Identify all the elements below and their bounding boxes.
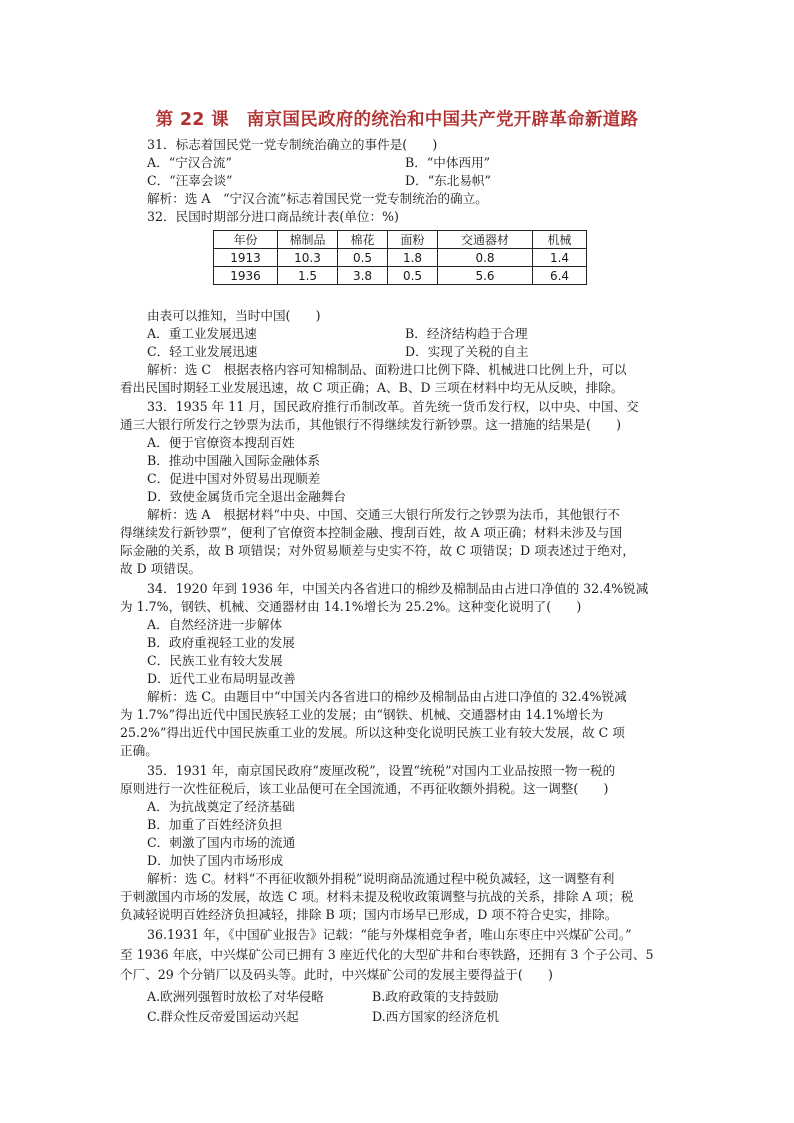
table-cell: 3.8 [338, 267, 388, 285]
q34-analysis-line: 解析：选 C。由题目中“中国关内各省进口的棉纱及棉制品由占进口净值的 32.4%锐减 [147, 689, 627, 704]
table-header-cell: 交通器材 [438, 231, 533, 249]
lesson-title: 第 22 课 南京国民政府的统治和中国共产党开辟革命新道路 [155, 110, 639, 130]
table-cell: 1.8 [388, 249, 438, 267]
table-cell: 1.5 [278, 267, 338, 285]
q32-lead: 由表可以推知，当时中国( ) [147, 308, 321, 323]
table-header-cell: 机械 [533, 231, 587, 249]
q34-option-b: B．政府重视轻工业的发展 [147, 635, 295, 650]
q35-option-a: A．为抗战奠定了经济基础 [147, 799, 295, 814]
q33-analysis-line: 际金融的关系，故 B 项错误；对外贸易顺差与史实不符，故 C 项错误；D 项表述过于绝对， [120, 543, 635, 558]
q36-stem-line: 至 1936 年底，中兴煤矿公司已拥有 3 座近代化的大型矿井和台枣铁路，还拥有 3 个子公司、5 [120, 947, 654, 962]
table-cell: 5.6 [438, 267, 533, 285]
q33-analysis-line: 解析：选 A 根据材料“中央、中国、交通三大银行所发行之钞票为法币，其他银行不 [147, 507, 620, 522]
q33-option-b: B．推动中国融入国际金融体系 [147, 453, 320, 468]
q32-option-d: D．实现了关税的自主 [405, 344, 529, 359]
q35-stem-line: 35．1931 年，南京国民政府“废厘改税”，设置“统税”对国内工业品按照一物一税的 [147, 763, 616, 778]
q35-option-c: C．刺激了国内市场的流通 [147, 835, 296, 850]
import-statistics-table [213, 230, 587, 285]
table-cell: 0.5 [338, 249, 388, 267]
q35-analysis-line: 负减轻说明百姓经济负担减轻，排除 B 项；国内市场早已形成，D 项不符合史实，排除。 [120, 907, 618, 922]
table-cell: 1.4 [533, 249, 587, 267]
table-cell: 10.3 [278, 249, 338, 267]
q34-option-a: A．自然经济进一步解体 [147, 617, 283, 632]
q31-option-c: C．“汪辜会谈” [147, 173, 233, 188]
q36-option-d: D.西方国家的经济危机 [372, 1009, 499, 1024]
table-cell: 1913 [214, 249, 278, 267]
q35-analysis-line: 于刺激国内市场的发展，故选 C 项。材料未提及税收政策调整与抗战的关系，排除 A 项；税 [120, 889, 634, 904]
q35-stem-line: 原则进行一次性征税后，该工业品便可在全国流通，不再征收额外捐税。这一调整( ) [120, 781, 609, 796]
table-header-row [214, 231, 587, 249]
q32-option-a: A．重工业发展迅速 [147, 326, 257, 341]
table-cell: 6.4 [533, 267, 587, 285]
table-header-cell: 棉花 [338, 231, 388, 249]
table-header-cell: 年份 [214, 231, 278, 249]
q31-stem: 31．标志着国民党一党专制统治确立的事件是( ) [147, 137, 438, 152]
q31-option-b: B．“中体西用” [405, 155, 491, 170]
q34-option-d: D．近代工业布局明显改善 [147, 671, 296, 686]
q36-option-c: C.群众性反帝爱国运动兴起 [147, 1009, 299, 1024]
q33-option-c: C．促进中国对外贸易出现顺差 [147, 471, 321, 486]
q33-option-a: A．便于官僚资本搜刮百姓 [147, 435, 295, 450]
q33-option-d: D．致使金属货币完全退出金融舞台 [147, 489, 347, 504]
q36-option-a: A.欧洲列强暂时放松了对华侵略 [147, 989, 324, 1004]
q34-stem-line: 为 1.7%，钢铁、机械、交通器材由 14.1%增长为 25.2%。这种变化说明了( ) [120, 599, 582, 614]
q33-stem-line: 33．1935 年 11 月，国民政府推行币制改革。首先统一货币发行权，以中央、中国、交 [147, 399, 639, 414]
q34-analysis-line: 为 1.7%”得出近代中国民族轻工业的发展；由“钢铁、机械、交通器材由 14.1%增长为 [120, 707, 604, 722]
q32-analysis-line: 看出民国时期轻工业发展迅速，故 C 项正确；A、B、D 三项在材料中均无从反映，排除。 [120, 380, 624, 395]
q35-option-d: D．加快了国内市场形成 [147, 853, 284, 868]
q36-option-b: B.政府政策的支持鼓励 [372, 989, 499, 1004]
q36-stem-line: 个厂、29 个分销厂以及码头等。此时，中兴煤矿公司的发展主要得益于( ) [120, 967, 553, 982]
q33-stem-line: 通三大银行所发行之钞票为法币，其他银行不得继续发行新钞票。这一措施的结果是( ) [120, 417, 621, 432]
q34-analysis-line: 25.2%”得出近代中国民族重工业的发展。所以这种变化说明民族工业有较大发展，故 C 项 [120, 725, 625, 740]
q32-option-c: C．轻工业发展迅速 [147, 344, 258, 359]
q34-stem-line: 34．1920 年到 1936 年，中国关内各省进口的棉纱及棉制品由占进口净值的 32.4%锐减 [147, 581, 649, 596]
q35-option-b: B．加重了百姓经济负担 [147, 817, 283, 832]
q33-analysis-line: 故 D 项错误。 [120, 561, 202, 576]
q35-analysis-line: 解析：选 C。材料“不再征收额外捐税”说明商品流通过程中税负减轻，这一调整有利 [147, 871, 615, 886]
table-cell: 0.5 [388, 267, 438, 285]
table-cell: 0.8 [438, 249, 533, 267]
q36-stem-line: 36.1931 年，《中国矿业报告》记载：“能与外煤相竞争者，唯山东枣庄中兴煤矿公司。” [147, 927, 632, 942]
q31-analysis: 解析：选 A “宁汉合流”标志着国民党一党专制统治的确立。 [147, 191, 488, 206]
table-row [214, 267, 587, 285]
q31-option-a: A．“宁汉合流” [147, 155, 232, 170]
table-header-cell: 面粉 [388, 231, 438, 249]
q34-option-c: C．民族工业有较大发展 [147, 653, 283, 668]
q32-analysis-line: 解析：选 C 根据表格内容可知棉制品、面粉进口比例下降、机械进口比例上升，可以 [147, 362, 627, 377]
q31-option-d: D．“东北易帜” [405, 173, 491, 188]
q33-analysis-line: 得继续发行新钞票”，便利了官僚资本控制金融、搜刮百姓，故 A 项正确；材料未涉及与国 [120, 525, 623, 540]
table-row [214, 249, 587, 267]
table-header-cell: 棉制品 [278, 231, 338, 249]
q32-stem: 32．民国时期部分进口商品统计表(单位：%) [147, 209, 399, 224]
q34-analysis-line: 正确。 [120, 743, 158, 758]
q32-option-b: B．经济结构趋于合理 [405, 326, 528, 341]
table-cell: 1936 [214, 267, 278, 285]
